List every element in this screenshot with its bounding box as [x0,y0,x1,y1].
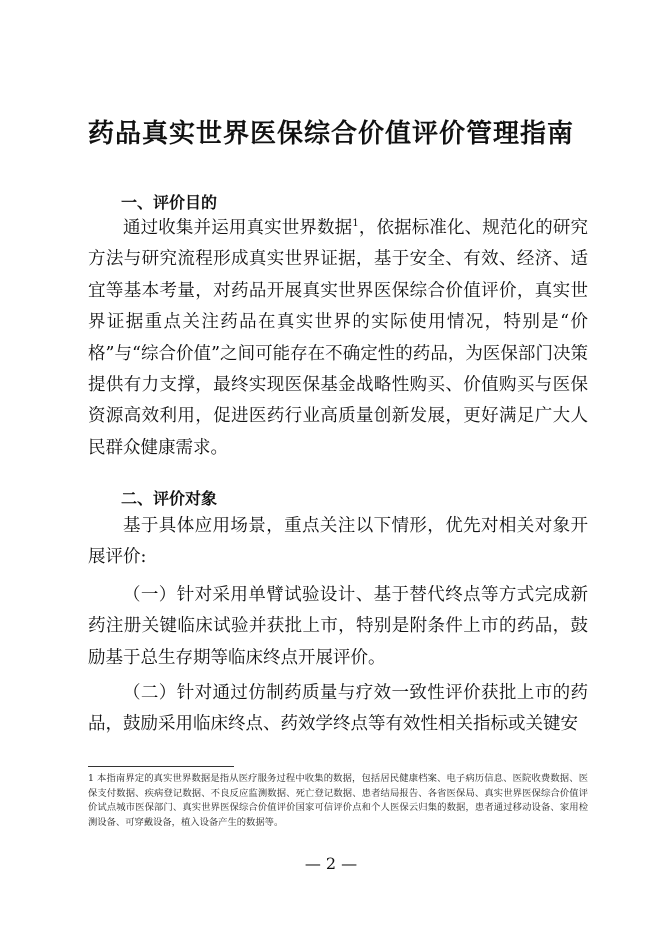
paragraph-targets-item-2: （二）针对通过仿制药质量与疗效一致性评价获批上市的药品，鼓励采用临床终点、药效学终点等有效性相关指标或关键安 [88,683,588,735]
section-heading-purpose: 一、评价目的 [121,193,218,212]
document-title: 药品真实世界医保综合价值评价管理指南 [87,119,574,149]
section-heading-targets: 二、评价对象 [121,489,218,508]
page-number: — 2 — [304,854,358,873]
paragraph-targets-item-1: （一）针对采用单臂试验设计、基于替代终点等方式完成新药注册关键临床试验并获批上市，特别是附条件上市的药品，鼓励基于总生存期等临床终点开展评价。 [88,585,588,668]
paragraph-purpose [88,213,588,464]
footnote: 1 本指南界定的真实世界数据是指从医疗服务过程中收集的数据，包括居民健康档案、电子病历信息、医院收费数据、医保支付数据、疾病登记数据、不良反应监测数据、死亡登记数据、患者结局报告、各省医保局、真实世界医保综合价值评价试点城市医保部门、真实世界医保综合价值评价国家可信评价点和个人医保云归集的数据，患者通过移动设备、家用检测设备、可穿戴设备，植入设备产生的数据等。 [88,773,588,828]
paragraph-text: ，依据标准化、规范化的研究方法与研究流程形成真实世界证据，基于安全、有效、经济、适宜等基本考量，对药品开展真实世界医保综合价值评价，真实世界证据重点关注药品在真实世界的实际使用情况，特别是“价格”与“综合价值”之间可能存在不确定性的药品，为医保部门决策提供有力支撑，最终实现医保基金战略性购买、价值购买与医保资源高效利用，促进医药行业高质量创新发展，更好满足广大人民群众健康需求。 [88,218,588,458]
paragraph-text: 通过收集并运用真实世界数据 [123,218,353,238]
footnote-divider [88,766,234,767]
footnote-reference[interactable]: 1 [352,218,359,230]
paragraph-targets-intro: 基于具体应用场景，重点关注以下情形，优先对相关对象开展评价: [88,516,588,568]
